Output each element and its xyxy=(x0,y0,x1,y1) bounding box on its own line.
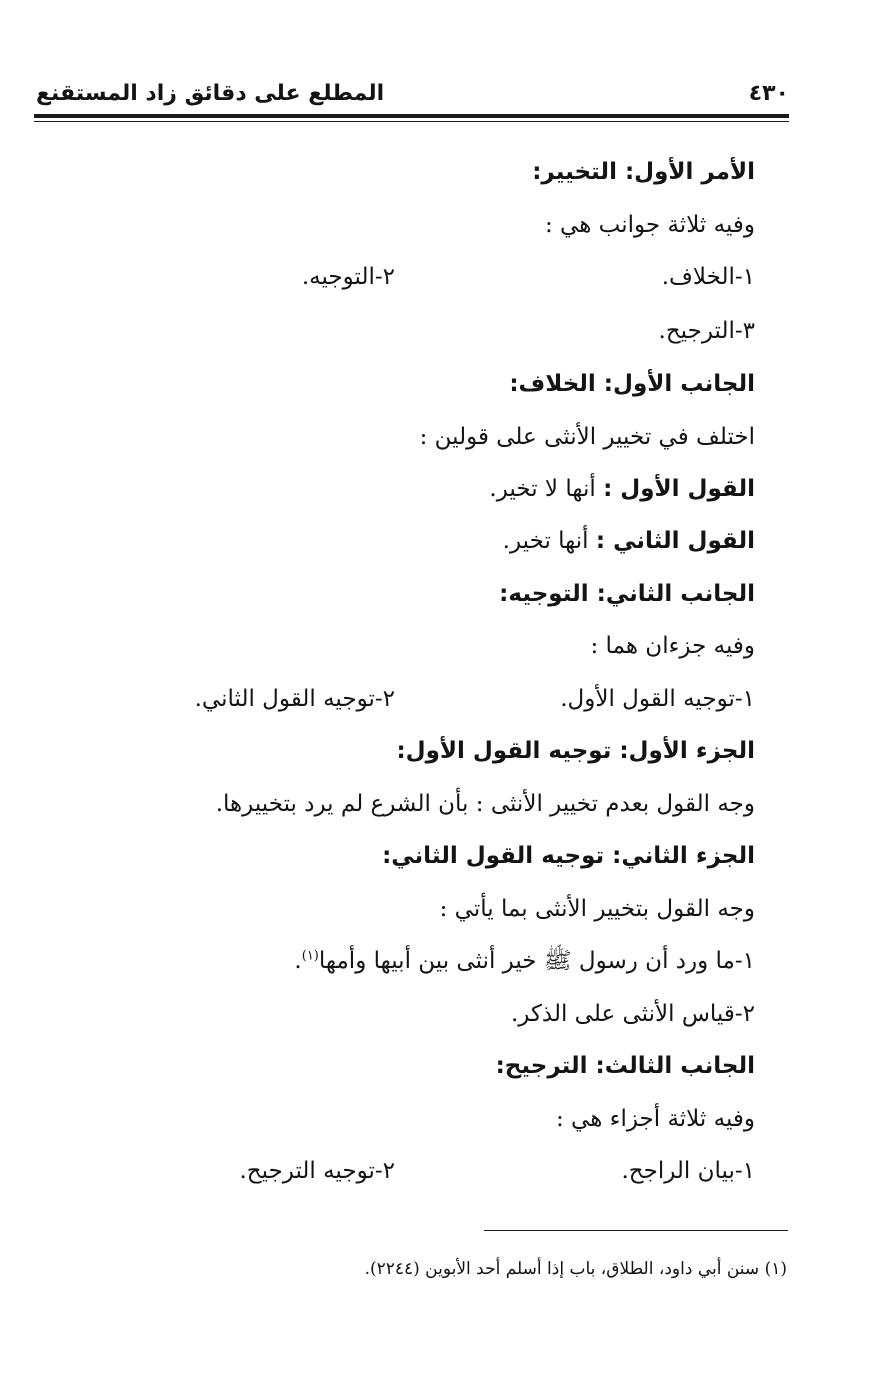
list-item-preference-reason: ٢-توجيه الترجيح. xyxy=(239,1158,395,1184)
section-heading-choice: الأمر الأول: التخيير: xyxy=(532,159,755,185)
subheading-aspect-two: الجانب الثاني: التوجيه: xyxy=(499,581,755,607)
opinion-one-text: أنها لا تخير. xyxy=(489,476,596,502)
opinion-two-text: أنها تخير. xyxy=(502,528,589,554)
footnote-marker: (١) xyxy=(301,948,319,964)
opinion-one xyxy=(489,469,755,509)
paragraph-reason-one: وجه القول بعدم تخيير الأنثى : بأن الشرع لم يرد بتخييرها. xyxy=(215,791,755,817)
opinion-one-label: القول الأول : xyxy=(603,476,755,502)
subheading-aspect-three: الجانب الثالث: الترجيح: xyxy=(495,1053,755,1079)
list-item-disagreement: ١-الخلاف. xyxy=(661,264,755,290)
hadith-end: . xyxy=(294,948,302,974)
paragraph-disagreement: اختلف في تخيير الأنثى على قولين : xyxy=(419,424,755,450)
paragraph-intro-parts: وفيه جزءان هما : xyxy=(590,633,755,659)
header-rule-thin xyxy=(34,121,789,122)
paragraph-reason-two: وجه القول بتخيير الأنثى بما يأتي : xyxy=(439,896,755,922)
hadith-text: ١-ما ورد أن رسول ﷺ خير أنثى بين أبيها وأمها xyxy=(318,948,755,974)
list-item-preferred: ١-بيان الراجح. xyxy=(621,1158,755,1184)
subheading-aspect-one: الجانب الأول: الخلاف: xyxy=(509,371,755,397)
page-number: ٤٣٠ xyxy=(748,81,789,106)
subheading-part-one: الجزء الأول: توجيه القول الأول: xyxy=(396,738,755,764)
list-item-direction-one: ١-توجيه القول الأول. xyxy=(560,686,755,712)
header-rule-thick xyxy=(34,114,789,118)
running-header xyxy=(36,78,789,110)
list-item-analogy: ٢-قياس الأنثى على الذكر. xyxy=(510,1001,755,1027)
paragraph-intro-aspects: وفيه ثلاثة جوانب هي : xyxy=(545,212,755,238)
opinion-two-label: القول الثاني : xyxy=(595,528,755,554)
list-item-direction: ٢-التوجيه. xyxy=(301,264,395,290)
list-item-preference: ٣-الترجيح. xyxy=(658,318,755,344)
footnote-separator xyxy=(484,1230,788,1231)
book-title: المطلع على دقائق زاد المستقنع xyxy=(36,81,385,106)
opinion-two xyxy=(503,521,755,561)
list-item-hadith xyxy=(294,941,755,981)
list-item-direction-two: ٢-توجيه القول الثاني. xyxy=(194,686,395,712)
footnote-1: (١) سنن أبي داود، الطلاق، باب إذا أسلم أحد الأبوين (٢٢٤٤). xyxy=(364,1259,787,1279)
subheading-part-two: الجزء الثاني: توجيه القول الثاني: xyxy=(382,843,755,869)
paragraph-intro-parts-three: وفيه ثلاثة أجزاء هي : xyxy=(555,1106,755,1132)
